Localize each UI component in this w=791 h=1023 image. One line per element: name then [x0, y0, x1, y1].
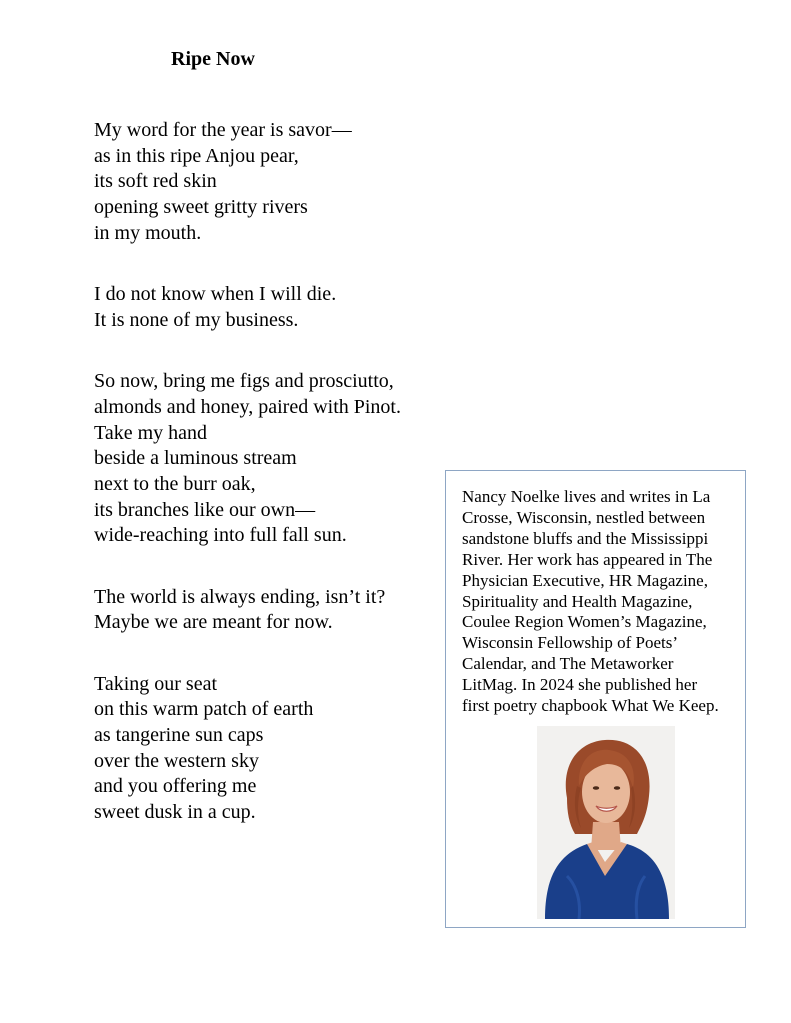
- poem-line: opening sweet gritty rivers: [94, 196, 308, 219]
- bio-line: Wisconsin Fellowship of Poets’: [462, 633, 679, 653]
- bio-line: Calendar, and The Metaworker: [462, 654, 674, 674]
- stanza-5: [94, 672, 434, 826]
- bio-line: first poetry chapbook What We Keep.: [462, 696, 719, 716]
- author-bio-text: [462, 487, 744, 717]
- author-bio-box: [445, 470, 746, 928]
- poem-line: as tangerine sun caps: [94, 724, 264, 747]
- poem-line: Take my hand: [94, 421, 208, 444]
- poem-line: My word for the year is savor—: [94, 119, 352, 141]
- poem-line: next to the burr oak,: [94, 472, 256, 495]
- stanza-3: [94, 369, 434, 549]
- poem-line: beside a luminous stream: [94, 447, 297, 470]
- poem-line: its soft red skin: [94, 170, 217, 193]
- poem-line: almonds and honey, paired with Pinot.: [94, 395, 401, 418]
- bio-line: Spirituality and Health Magazine,: [462, 591, 693, 611]
- poem-line: I do not know when I will die.: [94, 283, 337, 306]
- poem-line: its branches like our own—: [94, 498, 316, 521]
- poem-line: on this warm patch of earth: [94, 698, 314, 721]
- poem-line: It is none of my business.: [94, 308, 299, 331]
- bio-line: sandstone bluffs and the Mississippi: [462, 528, 709, 548]
- bio-line: Nancy Noelke lives and writes in La: [462, 487, 711, 506]
- stanza-2: [94, 282, 434, 333]
- poem-line: Maybe we are meant for now.: [94, 611, 333, 634]
- poem-line: wide-reaching into full fall sun.: [94, 524, 347, 547]
- poem-line: Taking our seat: [94, 672, 218, 695]
- bio-line: Coulee Region Women’s Magazine,: [462, 612, 707, 632]
- poem-line: and you offering me: [94, 775, 257, 798]
- bio-line: LitMag. In 2024 she published her: [462, 675, 698, 695]
- poem-line: in my mouth.: [94, 221, 202, 244]
- author-photo: [537, 726, 675, 919]
- poem-line: as in this ripe Anjou pear,: [94, 144, 299, 167]
- poem-line: The world is always ending, isn’t it?: [94, 585, 386, 608]
- poem-title: Ripe Now: [171, 48, 255, 70]
- poem-body: [94, 118, 434, 861]
- bio-line: Physician Executive, HR Magazine,: [462, 570, 708, 590]
- author-portrait-icon: [537, 726, 675, 919]
- poem-line: over the western sky: [94, 749, 259, 772]
- stanza-1: [94, 118, 434, 247]
- bio-line: River. Her work has appeared in The: [462, 549, 713, 569]
- poem-line: So now, bring me figs and prosciutto,: [94, 370, 394, 393]
- poem-line: sweet dusk in a cup.: [94, 801, 256, 824]
- bio-line: Crosse, Wisconsin, nestled between: [462, 507, 706, 527]
- stanza-4: [94, 585, 434, 636]
